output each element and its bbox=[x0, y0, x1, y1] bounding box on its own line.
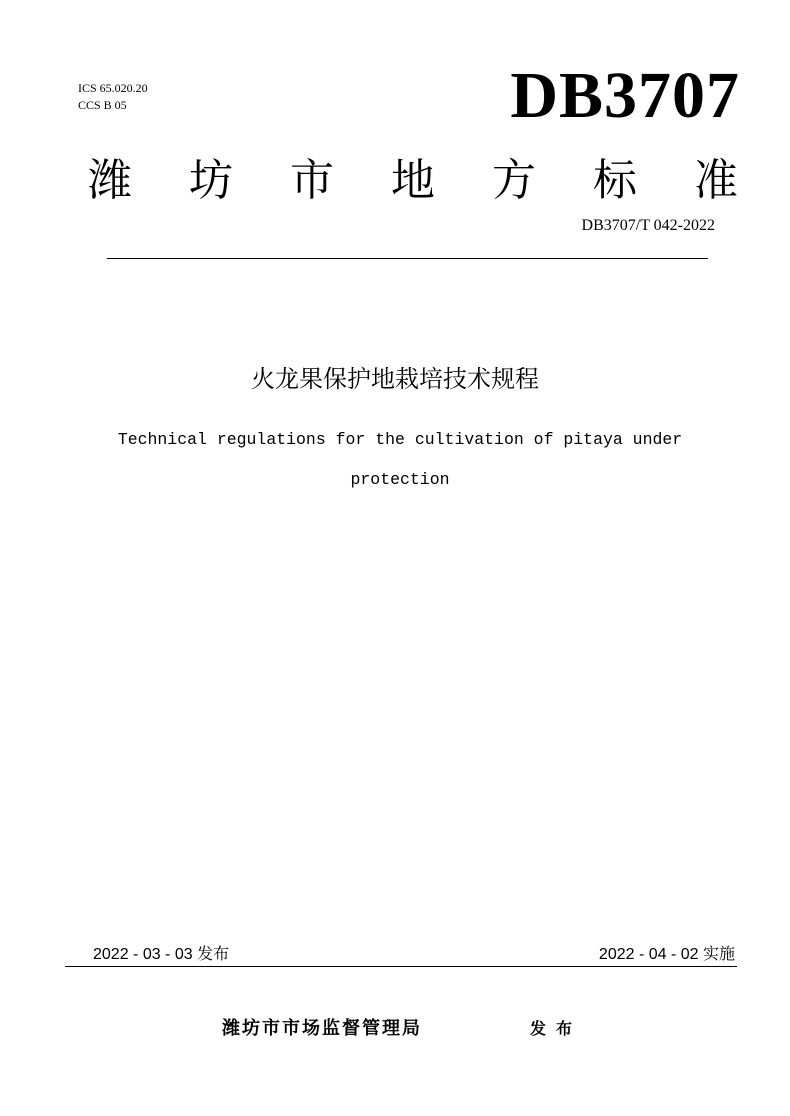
standard-type-char: 方 bbox=[492, 155, 536, 206]
standard-type-heading bbox=[88, 152, 738, 210]
standard-type-char: 地 bbox=[391, 155, 435, 206]
title-chinese: 火龙果保护地栽培技术规程 bbox=[251, 365, 539, 393]
standard-type-char: 标 bbox=[593, 155, 637, 206]
title-english bbox=[70, 420, 730, 500]
title-english-line: protection bbox=[350, 470, 450, 489]
standard-number: DB3707/T 042-2022 bbox=[581, 217, 715, 234]
issue-date: 2022 - 03 - 03 发布 bbox=[93, 946, 230, 963]
db-mark: DB3707 bbox=[510, 59, 740, 132]
top-divider bbox=[107, 258, 708, 259]
standard-type-char: 准 bbox=[694, 155, 738, 206]
ccs-code: CCS B 05 bbox=[78, 98, 127, 112]
standard-type-char: 市 bbox=[290, 155, 334, 206]
standard-type-char: 坊 bbox=[189, 155, 233, 206]
bottom-divider bbox=[65, 966, 737, 967]
issue-action: 发布 bbox=[530, 1019, 583, 1038]
ics-code: ICS 65.020.20 bbox=[78, 81, 148, 95]
classification-codes bbox=[78, 80, 148, 114]
issuing-authority: 潍坊市市场监督管理局 bbox=[222, 1018, 422, 1039]
standard-type-char: 潍 bbox=[88, 155, 132, 206]
implementation-date: 2022 - 04 - 02 实施 bbox=[598, 946, 735, 963]
title-english-line: Technical regulations for the cultivation of pitaya under bbox=[117, 430, 683, 449]
